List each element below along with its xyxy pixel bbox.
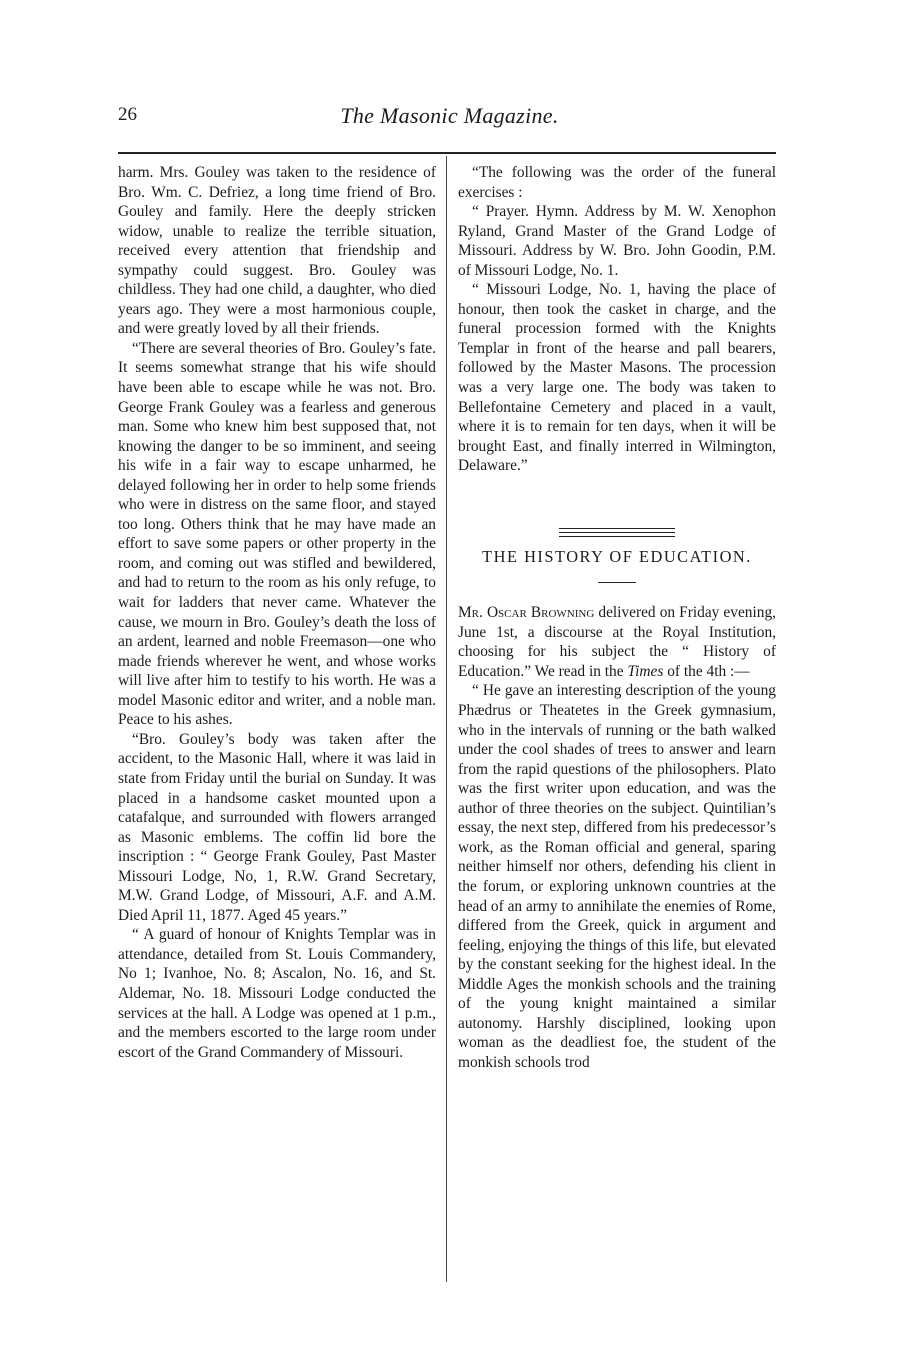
paragraph: “The following was the order of the funeral exercises : xyxy=(458,164,776,201)
paragraph-text: delivered on Friday evening, June 1st, a discourse at the Royal Institution, choosing for his subject the “ History of Education.” We read in the xyxy=(458,604,776,680)
paragraph: “There are several theories of Bro. Gouley’s fate. It seems somewhat strange that his wife should have been able to escape while he was not. Bro. George Frank Gouley was a fearless and generous man. Some who knew him best supposed that, not knowing the danger to be so imminent, and seeing his wife in a fair way to escape unharmed, he delayed following her in order to help some friends who were in distress on the same floor, and stayed too long. Others think that he may have made an effort to save some papers or other property in the room, and coming out was stifled and bewildered, and had to return to the room as his only refuge, to wait for ladders that never came. Whatever the cause, we mourn in Bro. Gouley’s death the loss of an ardent, learned and noble Freemason—one who made friends wherever he went, and whose works will live after him to testify to his worth. He was a model Masonic editor and writer, and a noble man. Peace to his ashes. xyxy=(118,339,436,729)
paragraph-text: of the 4th :— xyxy=(663,662,750,680)
times-title: Times xyxy=(627,662,664,680)
page-number: 26 xyxy=(118,104,137,125)
section-ornament-rule xyxy=(559,528,675,537)
paragraph: “ He gave an interesting description of the young Phædrus or Theatetes in the Greek gymnasium, who in the intervals of running or the bath walked under the cool shades of trees to answer and learn from the rapid questions of the philosophers. Plato was the first writer upon education, and was the author of three theories on the subject. Quintilian’s essay, the next step, differed from his predecessor’s work, as the Roman official and general, sparing neither himself nor others, defending his client in the forum, or exploring unknown countries at the head of an army to annihilate the enemies of Rome, differed from the Greek, quick in argument and feeling, enjoying the things of this life, but elevated by the constant seeking for the highest ideal. In the Middle Ages the monkish schools and the training of the young knight maintained a similar autonomy. Harshly disciplined, looking upon woman as the deadliest foe, the student of the monkish schools trod xyxy=(458,682,776,1071)
paragraph: “Bro. Gouley’s body was taken after the accident, to the Masonic Hall, where it was laid in state from Friday until the burial on Sunday. It was placed in a handsome casket mounted upon a catafalque, and surrounded with flowers arranged as Masonic emblems. The coffin lid bore the inscription : “ George Frank Gouley, Past Master Missouri Lodge, No, 1, R.W. Grand Secretary, M.W. Grand Lodge, of Missouri, A.F. and A.M. Died April 11, 1877. Aged 45 years.” xyxy=(118,730,436,924)
paragraph: “ A guard of honour of Knights Templar was in attendance, detailed from St. Louis Commandery, No 1; Ivanhoe, No. 8; Ascalon, No. 16, and St. Aldemar, No. 18. Missouri Lodge conducted the services at the hall. A Lodge was opened at 1 p.m., and the members escorted to the large room under escort of the Grand Commandery of Missouri. xyxy=(118,926,436,1061)
paragraph xyxy=(458,603,776,681)
author-name: Mr. Oscar Browning xyxy=(458,604,595,622)
column-divider xyxy=(446,156,447,1282)
paragraph: “ Prayer. Hymn. Address by M. W. Xenophon Ryland, Grand Master of the Grand Lodge of Missouri. Address by W. Bro. John Goodin, P.M. of Missouri Lodge, No. 1. xyxy=(458,203,776,279)
header-rule xyxy=(118,152,776,154)
title-short-rule xyxy=(598,582,636,583)
paragraph: “ Missouri Lodge, No. 1, having the place of honour, then took the casket in charge, and the funeral procession formed with the Knights Templar in front of the hearse and pall bearers, followed by the Master Masons. The procession was a very large one. The body was taken to Bellefontaine Cemetery and placed in a vault, where it is to remain for ten days, when it will be brought East, and finally interred in Wilmington, Delaware.” xyxy=(458,281,776,475)
right-column xyxy=(458,163,776,1072)
paragraph: harm. Mrs. Gouley was taken to the residence of Bro. Wm. C. Defriez, a long time friend of Bro. Gouley and family. Here the deeply stricken widow, unable to realize the terrible situation, received every attention that friendship and sympathy could suggest. Bro. Gouley was childless. They had one child, a daughter, who died years ago. They were a most harmonious couple, and were greatly loved by all their friends. xyxy=(118,164,436,338)
left-column xyxy=(118,163,436,1062)
running-title: The Masonic Magazine. xyxy=(340,103,559,128)
section-title: THE HISTORY OF EDUCATION. xyxy=(482,546,752,566)
